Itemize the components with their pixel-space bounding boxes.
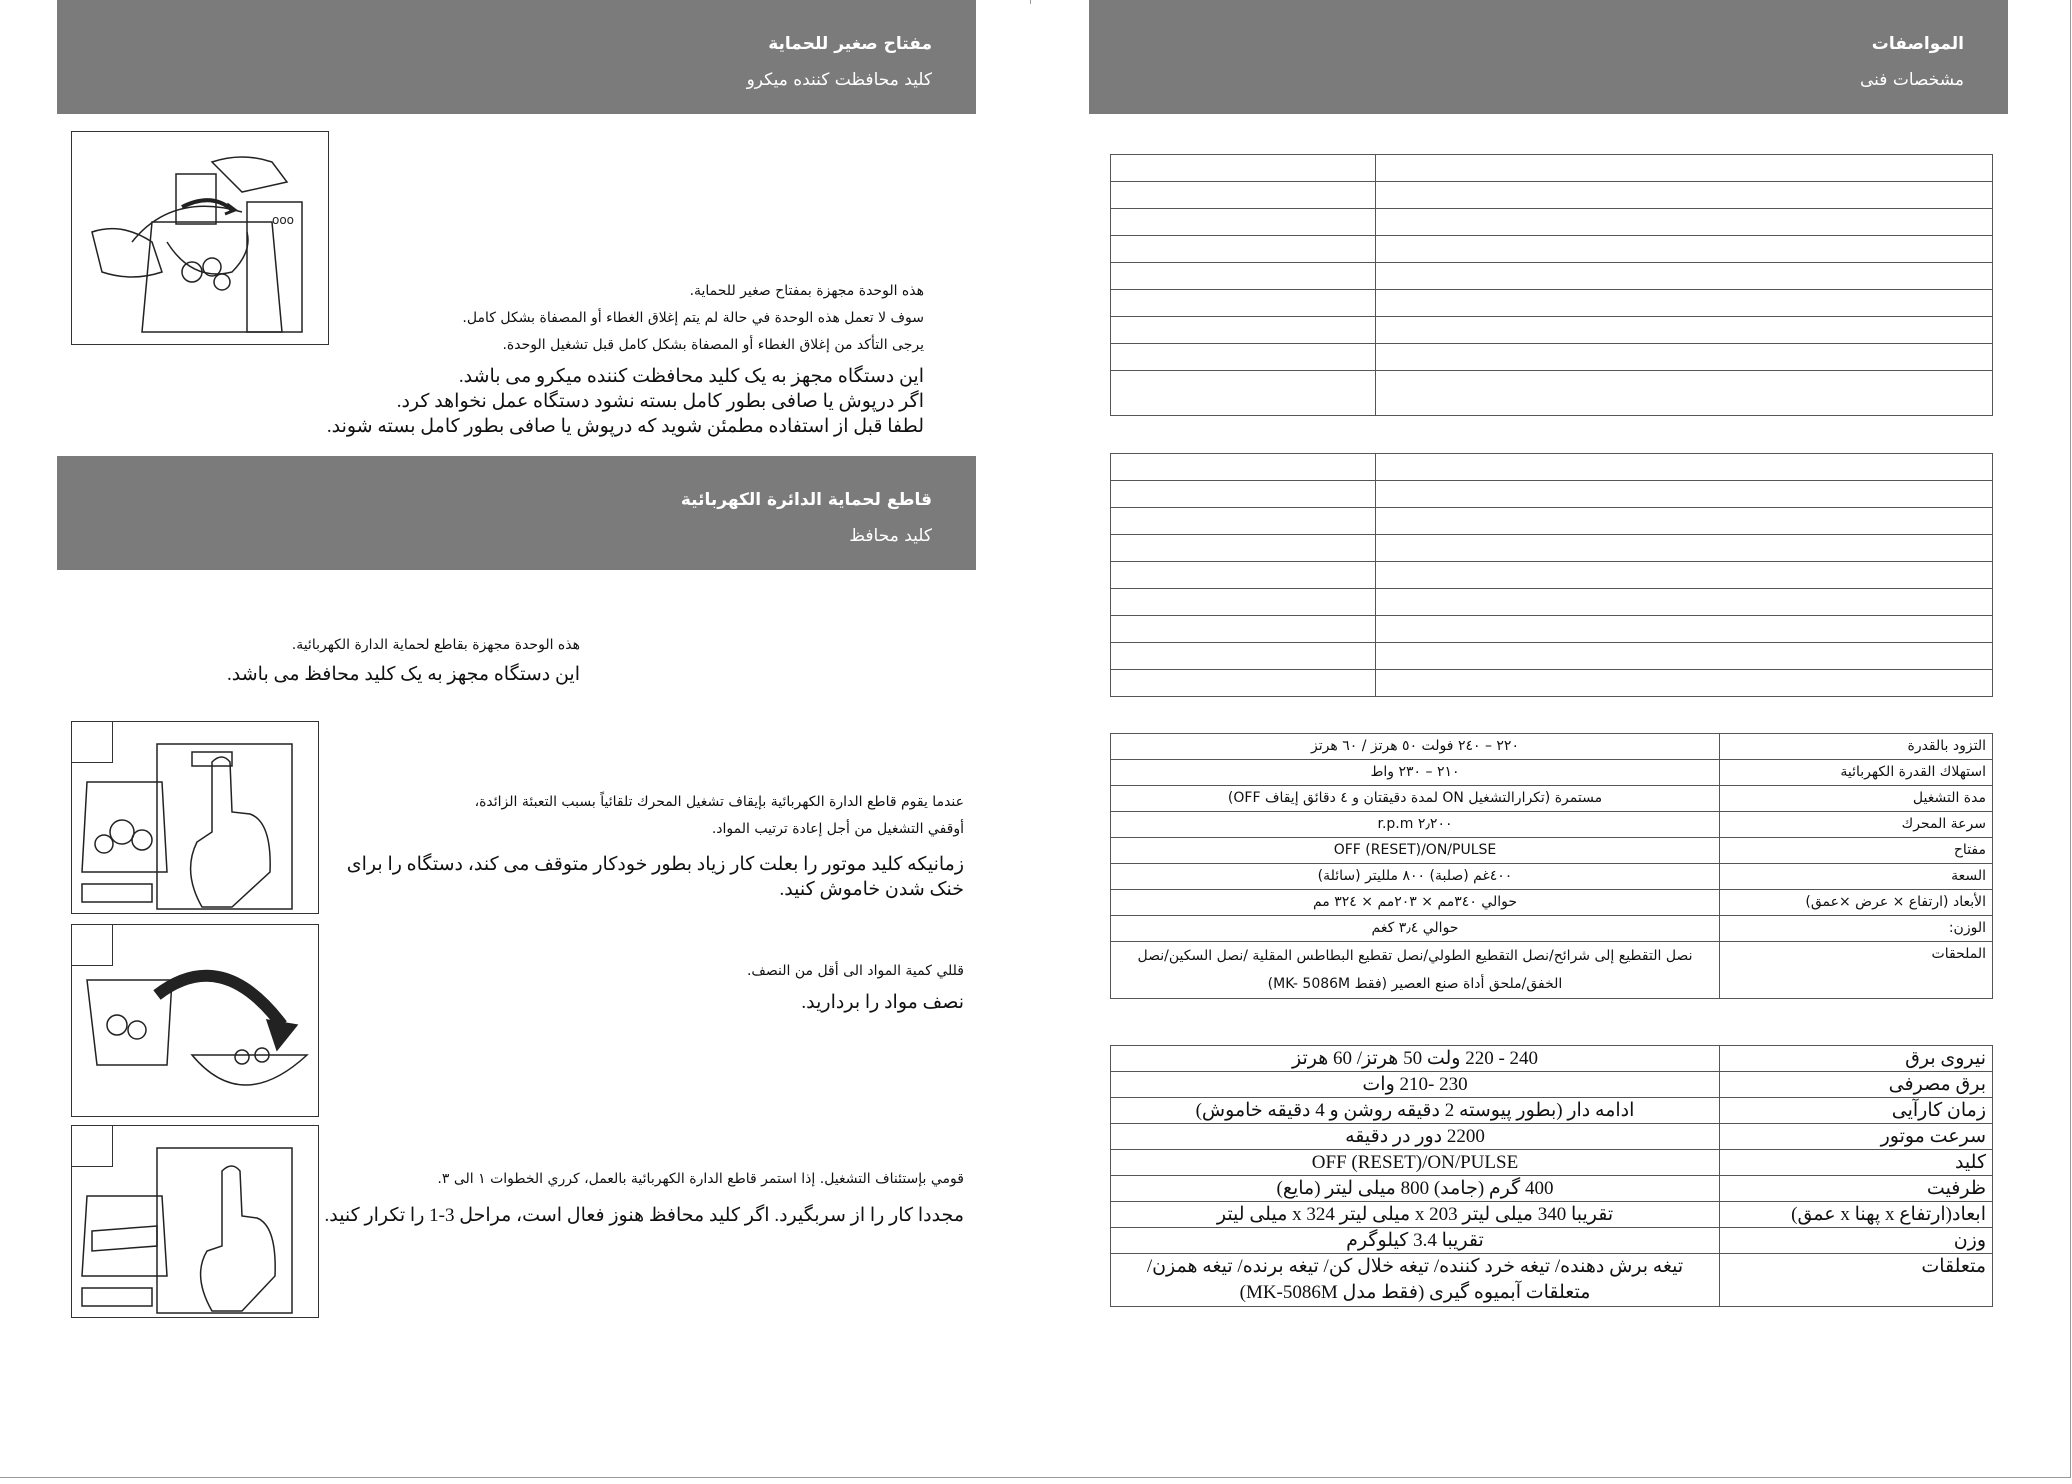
spec-value: مستمرة (تكرارالتشغيل ON لمدة دقيقتان و ٤ دقائق إيقاف OFF) xyxy=(1111,786,1720,812)
table-row xyxy=(1111,589,1993,616)
blank-spec-table-1 xyxy=(1110,154,1993,416)
table-row xyxy=(1111,1254,1993,1307)
spec-label: متعلقات xyxy=(1720,1254,1993,1307)
spec-value: نصل التقطيع إلى شرائح/نصل التقطيع الطولي/نصل تقطيع البطاطس المقلية /نصل السكين/نصل الخفق/ملحق أداة صنع العصير (فقط MK- 5086M) xyxy=(1111,942,1720,999)
micro-switch-text-ar xyxy=(224,278,924,359)
micro-switch-title-fa: کلید محافظت کننده میکرو xyxy=(746,70,932,90)
table-row xyxy=(1111,670,1993,697)
spec-label: التزود بالقدرة xyxy=(1720,734,1993,760)
table-row xyxy=(1111,182,1993,209)
step-2-text-ar: قللي كمية المواد الى أقل من النصف. xyxy=(746,963,964,979)
table-row xyxy=(1111,1072,1993,1098)
table-row xyxy=(1111,1228,1993,1254)
spec-label: نیروی برق xyxy=(1720,1046,1993,1072)
spec-value: OFF (RESET)/ON/PULSE xyxy=(1111,1150,1720,1176)
step-3-number-box xyxy=(71,1125,113,1167)
spec-value: 2200 دور در دقیقه xyxy=(1111,1124,1720,1150)
table-row xyxy=(1111,508,1993,535)
circuit-breaker-title-ar: قاطع لحماية الدائرة الكهربائية xyxy=(680,490,932,510)
micro-switch-header xyxy=(57,0,976,114)
spec-value: 230 -210 وات xyxy=(1111,1072,1720,1098)
table-row xyxy=(1111,1046,1993,1072)
step-1-text-ar-1: عندما يقوم قاطع الدارة الكهربائية بإيقاف تشغيل المحرك تلقائياً بسبب التعبئة الزائدة، xyxy=(474,794,964,810)
step-1-text-fa-1: زمانیکه کلید موتور را بعلت کار زیاد بطور خودکار متوقف می کند، دستگاه را برای xyxy=(346,854,964,875)
table-row xyxy=(1111,616,1993,643)
micro-switch-text-fa-3: لطفا قبل از استفاده مطمئن شوید که درپوش یا صافی بطور کامل بسته شوند. xyxy=(326,416,924,437)
spec-value: حوالي ٣٤٠مم × ٢٠٣مم × ٣٢٤ مم xyxy=(1111,890,1720,916)
spec-label: سرعة المحرك xyxy=(1720,812,1993,838)
table-row xyxy=(1111,236,1993,263)
table-row xyxy=(1111,1176,1993,1202)
table-row xyxy=(1111,371,1993,416)
table-row xyxy=(1111,481,1993,508)
step-1-text-fa xyxy=(204,852,964,902)
table-row xyxy=(1111,535,1993,562)
spec-table-ar xyxy=(1110,733,1993,999)
spec-value: تقریبا 340 میلی لیتر x 203 میلی لیتر x 324 میلی لیتر xyxy=(1111,1202,1720,1228)
spec-value: تقریبا 3.4 کیلوگرم xyxy=(1111,1228,1720,1254)
table-row xyxy=(1111,263,1993,290)
step-3-text-fa: مجددا کار را از سربگیرد. اگر کلید محافظ هنوز فعال است، مراحل 3-1 را تکرار کنید. xyxy=(324,1205,964,1226)
spec-label: السعة xyxy=(1720,864,1993,890)
spec-label: وزن xyxy=(1720,1228,1993,1254)
step-2-text-fa: نصف مواد را بردارید. xyxy=(801,992,964,1013)
spec-value: 400 گرم (جامد) 800 میلی لیتر (مایع) xyxy=(1111,1176,1720,1202)
spec-label: مفتاح xyxy=(1720,838,1993,864)
table-row xyxy=(1111,562,1993,589)
micro-switch-text-ar-1: هذه الوحدة مجهزة بمفتاح صغير للحماية. xyxy=(689,283,924,299)
circuit-breaker-intro-fa: این دستگاه مجهز به یک کلید محافظ می باشد. xyxy=(227,664,580,685)
specifications-header xyxy=(1089,0,2008,114)
spec-value: ٢٢٠ – ٢٤٠ فولت ٥٠ هرتز / ٦٠ هرتز xyxy=(1111,734,1720,760)
table-row xyxy=(1111,317,1993,344)
table-row xyxy=(1111,890,1993,916)
svg-text:ooo: ooo xyxy=(272,213,295,227)
blank-spec-table-2 xyxy=(1110,453,1993,697)
table-row xyxy=(1111,812,1993,838)
specifications-title-fa: مشخصات فنی xyxy=(1859,70,1964,90)
table-row xyxy=(1111,786,1993,812)
spec-value: ٤٠٠غم (صلبة) ٨٠٠ ملليتر (سائلة) xyxy=(1111,864,1720,890)
step-3-text-ar: قومي بإستئناف التشغيل. إذا استمر قاطع الدارة الكهربائية بالعمل، كرري الخطوات ١ الى ٣. xyxy=(437,1171,964,1187)
spec-value: ٢٫٢٠٠ r.p.m xyxy=(1111,812,1720,838)
spec-table-fa xyxy=(1110,1045,1993,1307)
step-1-text-ar-2: أوقفي التشغيل من أجل إعادة ترتيب المواد. xyxy=(711,821,964,837)
table-row xyxy=(1111,942,1993,999)
table-row xyxy=(1111,344,1993,371)
micro-switch-text-fa-1: این دستگاه مجهز به یک کلید محافظت کننده میکرو می باشد. xyxy=(458,366,924,387)
table-row xyxy=(1111,209,1993,236)
spec-value: حوالي ٣٫٤ كغم xyxy=(1111,916,1720,942)
step-2-number-box xyxy=(71,924,113,966)
spec-label: کلید xyxy=(1720,1150,1993,1176)
table-row xyxy=(1111,864,1993,890)
spec-label: زمان کارآیی xyxy=(1720,1098,1993,1124)
step-1-number-box xyxy=(71,721,113,763)
spec-label: الملحقات xyxy=(1720,942,1993,999)
spec-label: الوزن: xyxy=(1720,916,1993,942)
micro-switch-text-ar-2: سوف لا تعمل هذه الوحدة في حالة لم يتم إغلاق الغطاء أو المصفاة بشكل كامل. xyxy=(462,310,924,326)
circuit-breaker-intro-ar: هذه الوحدة مجهزة بقاطع لحماية الدارة الكهربائية. xyxy=(291,637,580,653)
table-row xyxy=(1111,1098,1993,1124)
spec-label: ظرفیت xyxy=(1720,1176,1993,1202)
micro-switch-text-fa xyxy=(164,364,924,439)
step-2-illustration xyxy=(71,924,319,1117)
step-1-text-ar xyxy=(204,789,964,843)
table-row xyxy=(1111,734,1993,760)
micro-switch-text-fa-2: اگر درپوش یا صافی بطور کامل بسته نشود دستگاه عمل نخواهد کرد. xyxy=(396,391,924,412)
spec-label: ابعاد(ارتفاع x پهنا x عمق) xyxy=(1720,1202,1993,1228)
table-row xyxy=(1111,290,1993,317)
spec-label: برق مصرفی xyxy=(1720,1072,1993,1098)
table-row xyxy=(1111,1124,1993,1150)
table-row xyxy=(1111,838,1993,864)
table-row xyxy=(1111,1150,1993,1176)
spec-label: سرعت موتور xyxy=(1720,1124,1993,1150)
table-row xyxy=(1111,1202,1993,1228)
micro-switch-text-ar-3: يرجى التأكد من إغلاق الغطاء أو المصفاة بشكل كامل قبل تشغيل الوحدة. xyxy=(502,337,924,353)
spec-value: ٢١٠ – ٢٣٠ واط xyxy=(1111,760,1720,786)
circuit-breaker-title-fa: کلید محافظ xyxy=(849,526,932,546)
spec-value: تیغه برش دهنده/ تیغه خرد کننده/ تیغه خلال کن/ تیغه برنده/ تیغه همزن/متعلقات آبمیوه گیری (فقط مدل MK-5086M) xyxy=(1111,1254,1720,1307)
spec-value: 240 - 220 ولت 50 هرتز/ 60 هرتز xyxy=(1111,1046,1720,1072)
fold-mark xyxy=(1030,0,1031,4)
table-row xyxy=(1111,916,1993,942)
circuit-breaker-header xyxy=(57,456,976,570)
specifications-title-ar: المواصفات xyxy=(1871,34,1964,54)
micro-switch-title-ar: مفتاح صغير للحماية xyxy=(768,34,932,54)
spec-value: OFF (RESET)/ON/PULSE xyxy=(1111,838,1720,864)
spec-label: مدة التشغيل xyxy=(1720,786,1993,812)
table-row xyxy=(1111,454,1993,481)
step-1-text-fa-2: خنک شدن خاموش کنید. xyxy=(779,879,964,900)
spec-label: الأبعاد (ارتفاع × عرض ×عمق) xyxy=(1720,890,1993,916)
table-row xyxy=(1111,643,1993,670)
spec-value: ادامه دار (بطور پیوسته 2 دقیقه روشن و 4 دقیقه خاموش) xyxy=(1111,1098,1720,1124)
spec-label: استهلاك القدرة الكهربائية xyxy=(1720,760,1993,786)
table-row xyxy=(1111,760,1993,786)
table-row xyxy=(1111,155,1993,182)
